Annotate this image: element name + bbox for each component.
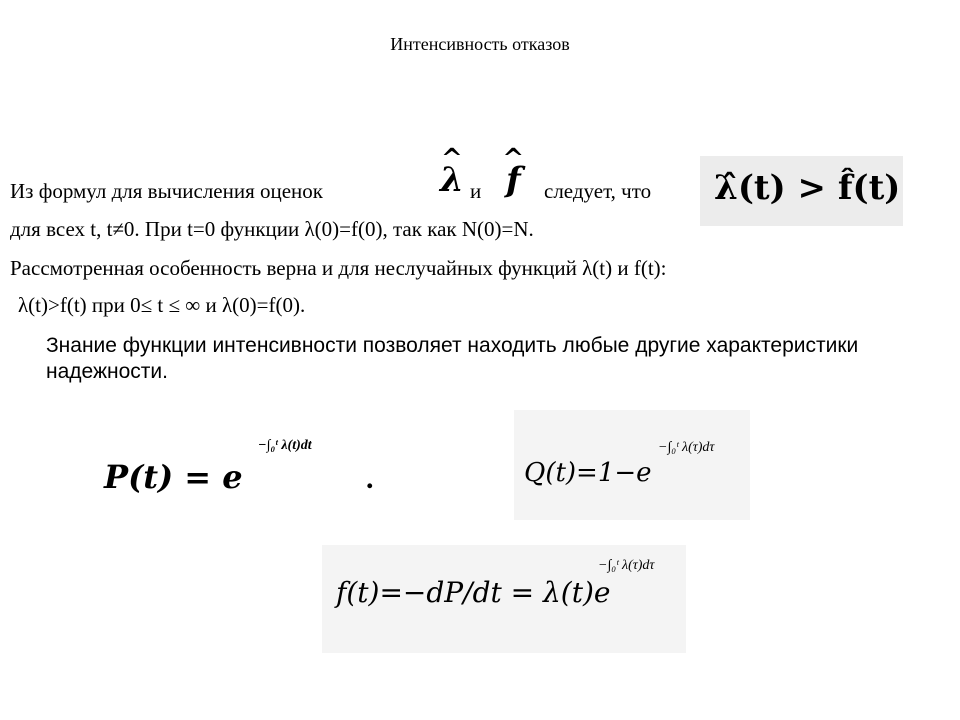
line1-conj: и [470, 179, 482, 203]
formula-p-dot: . [366, 462, 374, 495]
line1-part1: Из формул для вычисления оценок [10, 179, 324, 203]
formula-p-exponent: −∫₀ᵗ λ(t)dt [258, 438, 312, 453]
line-all-t: для всех t, t≠0. При t=0 функции λ(0)=f(0), так как N(0)=N. [10, 217, 534, 241]
line-nonrandom: Рассмотренная особенность верна и для неслучайных функций λ(t) и f(t): [10, 256, 667, 280]
paragraph-intensity: Знание функции интенсивности позволяет находить любые другие характеристики надежности. [46, 334, 859, 383]
lambda-hat-symbol: ^ λ [440, 160, 464, 200]
formula-q-exponent: −∫₀ᵗ λ(τ)dτ [658, 440, 715, 455]
inequality-image [700, 156, 903, 226]
formula-q-base: Q(t)=1−e [524, 458, 652, 488]
line-inequality-range: λ(t)>f(t) при 0≤ t ≤ ∞ и λ(0)=f(0). [18, 293, 306, 317]
line1-part2: следует, что [544, 179, 652, 203]
inequality-formula: λ̂(t) > f̂(t) [714, 168, 901, 208]
formula-f-exponent: −∫₀ᵗ λ(τ)dτ [598, 558, 655, 573]
formula-p-base: P(t) = e [104, 458, 243, 496]
slide-title: Интенсивность отказов [390, 34, 570, 54]
formula-f-base: f(t)=−dP/dt = λ(t)e [336, 576, 611, 609]
f-hat-symbol: ^ f [506, 160, 521, 200]
